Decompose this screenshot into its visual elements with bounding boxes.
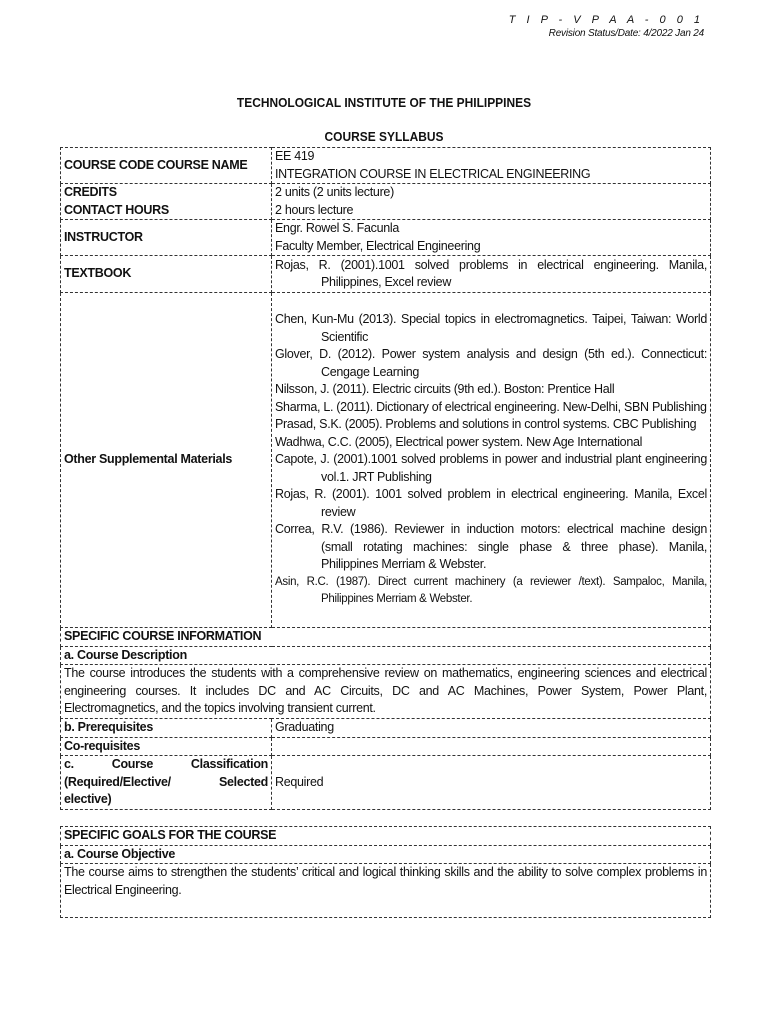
textbook-reference: Rojas, R. (2001).1001 solved problems in electrical engineering. Manila, Philippines, Excel review: [275, 257, 707, 289]
supplemental-row: [61, 293, 711, 628]
credits-label-cell: [61, 184, 272, 220]
credits-value: 2 units (2 units lecture): [275, 185, 394, 199]
credits-value-cell: [272, 184, 711, 220]
corequisites-label: Co-requisites: [61, 737, 272, 756]
course-objective-label: a. Course Objective: [61, 845, 711, 864]
course-code-row: [61, 148, 711, 184]
reference-item: Nilsson, J. (2011). Electric circuits (9th ed.). Boston: Prentice Hall: [275, 382, 615, 397]
course-code: EE 419: [275, 149, 315, 163]
textbook-value: [272, 256, 711, 293]
course-objective: The course aims to strengthen the students’ critical and logical thinking skills and the ability to solve complex problems in Electrical Engineering.: [61, 864, 711, 918]
document-title: COURSE SYLLABUS: [324, 129, 444, 144]
credits-row: [61, 184, 711, 220]
course-code-value: [272, 148, 711, 184]
prerequisites-row: [61, 719, 711, 738]
supplemental-label: Other Supplemental Materials: [61, 293, 272, 628]
reference-item: Wadhwa, C.C. (2005), Electrical power system. New Age International: [275, 434, 643, 449]
classification-row: [61, 756, 711, 810]
syllabus-table: [60, 147, 711, 810]
course-description: The course introduces the students with a comprehensive review on mathematics, engineering sciences and electrical engineering courses. It includes DC and AC Circuits, DC and AC Machines, Power System, Power Plant, Electromagnetics, and the topics involving transient current.: [61, 665, 711, 719]
institution-name: TECHNOLOGICAL INSTITUTE OF THE PHILIPPINES: [236, 95, 532, 110]
course-objective-row: [61, 864, 711, 918]
textbook-label: TEXTBOOK: [61, 256, 272, 293]
specific-info-heading: SPECIFIC COURSE INFORMATION: [61, 628, 711, 647]
course-code-label: COURSE CODE COURSE NAME: [61, 148, 272, 184]
document-code: T I P - V P A A - 0 0 1: [508, 14, 704, 26]
reference-item: Asin, R.C. (1987). Direct current machinery (a reviewer /text). Sampaloc, Manila, Philippines Merriam & Webster.: [275, 575, 707, 606]
course-objective-label-row: [61, 845, 711, 864]
goals-heading: SPECIFIC GOALS FOR THE COURSE: [61, 827, 711, 846]
course-description-label-row: [61, 646, 711, 665]
course-name: INTEGRATION COURSE IN ELECTRICAL ENGINEERING: [275, 166, 591, 181]
prerequisites-label: b. Prerequisites: [61, 719, 272, 738]
reference-item: Sharma, L. (2011). Dictionary of electrical engineering. New-Delhi, SBN Publishing: [275, 399, 707, 414]
course-description-label: a. Course Description: [61, 646, 711, 665]
revision-status: Revision Status/Date: 4/2022 Jan 24: [548, 28, 704, 39]
classification-label: c. Course Classification (Required/Elective/ Selected elective): [61, 756, 272, 810]
classification-value: Required: [272, 756, 711, 810]
supplemental-list: [272, 293, 711, 628]
textbook-row: [61, 256, 711, 293]
reference-item: Capote, J. (2001).1001 solved problems in power and industrial plant engineering vol.1. JRT Publishing: [275, 452, 707, 484]
instructor-title: Faculty Member, Electrical Engineering: [275, 238, 481, 253]
specific-info-heading-row: [61, 628, 711, 647]
goals-heading-row: [61, 827, 711, 846]
prerequisites-value: Graduating: [272, 719, 711, 738]
document-header: [509, 14, 704, 39]
instructor-name: Engr. Rowel S. Facunla: [275, 221, 400, 235]
reference-item: Chen, Kun-Mu (2013). Special topics in electromagnetics. Taipei, Taiwan: World Scientific: [275, 312, 707, 344]
goals-table: [60, 826, 711, 918]
corequisites-row: [61, 737, 711, 756]
corequisites-value: [272, 737, 711, 756]
reference-item: Rojas, R. (2001). 1001 solved problem in electrical engineering. Manila, Excel review: [275, 487, 707, 519]
contact-hours-value: 2 hours lecture: [275, 202, 354, 217]
course-description-row: [61, 665, 711, 719]
contact-hours-label: CONTACT HOURS: [64, 202, 169, 217]
credits-label: CREDITS: [64, 185, 117, 199]
reference-item: Glover, D. (2012). Power system analysis and design (5th ed.). Connecticut: Cengage Learning: [275, 347, 707, 379]
instructor-row: [61, 220, 711, 256]
instructor-label: INSTRUCTOR: [61, 220, 272, 256]
reference-item: Correa, R.V. (1986). Reviewer in induction motors: electrical machine design (small rotating machines: single phase & three phase). Manila, Philippines Merriam & Webster.: [275, 522, 707, 572]
reference-item: Prasad, S.K. (2005). Problems and solutions in control systems. CBC Publishing: [275, 417, 697, 432]
instructor-value: [272, 220, 711, 256]
